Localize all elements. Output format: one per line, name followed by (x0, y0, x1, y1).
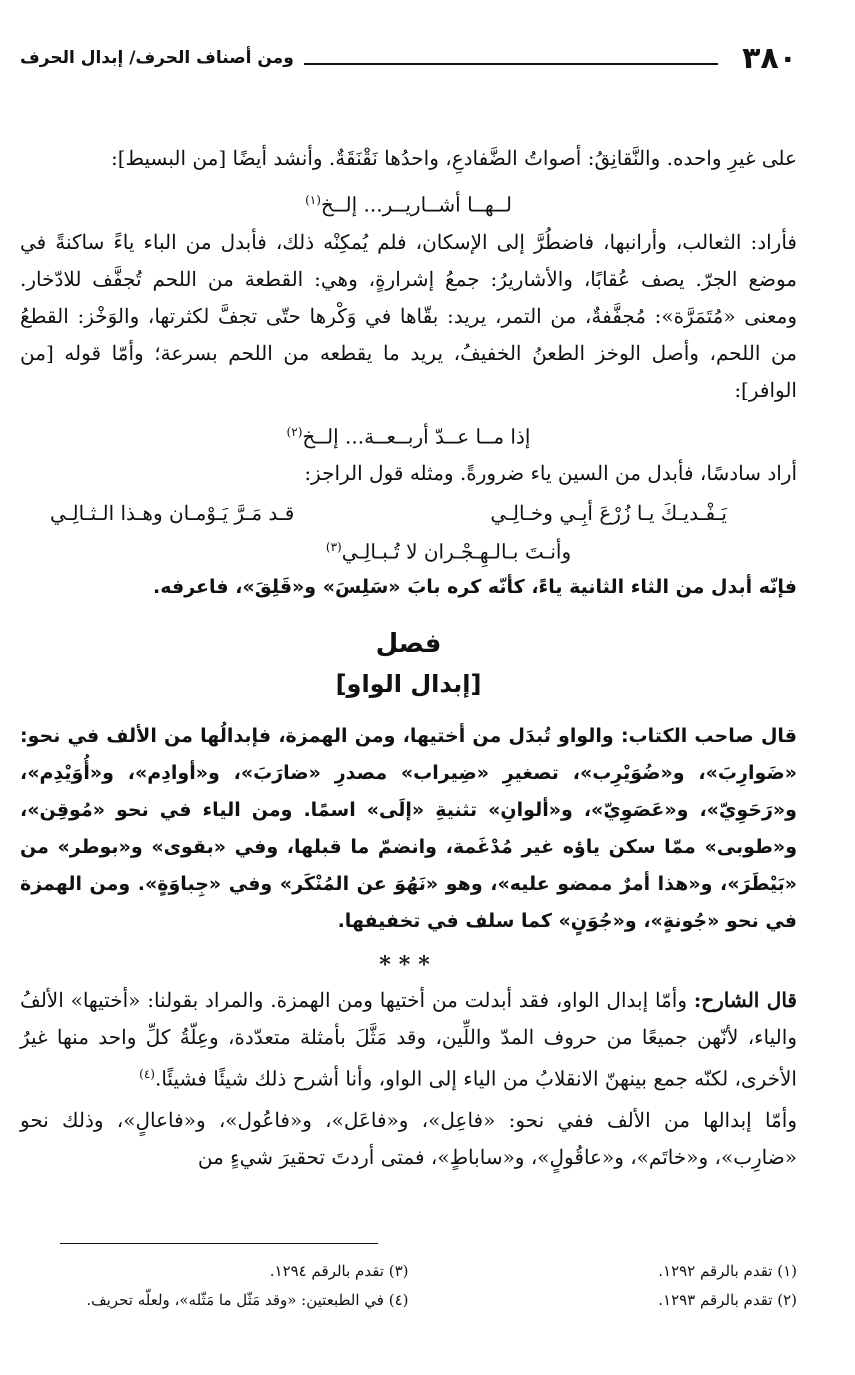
section-divider-stars: *** (379, 951, 438, 978)
verse-1 (20, 181, 797, 224)
footnote-rule (60, 1243, 378, 1244)
page-header (20, 38, 797, 78)
header-rule (304, 63, 718, 65)
footnote-4: (٤) في الطبعتين: «وقد مَثّل ما مَثّله»، ولعلّه تحريف. (86, 1291, 409, 1309)
footnote-3: (٣) تقدم بالرقم ١٢٩٤. (269, 1262, 409, 1280)
commentator-label: قال الشارح: (693, 987, 797, 1012)
verse-2 (20, 413, 797, 456)
footnote-ref-4: (٤) (139, 1066, 155, 1081)
poem-hemistich-b: قـد مَـرَّ يَـوْمـان وهـذا الـثـالِـي (50, 501, 295, 526)
paragraph-2: فأراد: الثعالب، وأرانبها، فاضطُرَّ إلى الإسكان، فلم يُمكِنْه ذلك، فأبدل من الباء ياءً ساكنةً في موضع الجرّ. يصف عُقابًا، والأشاريرُ: جمعُ إشرارةٍ، وهي: القطعة من اللحم تُجفَّف للادّخار. ومعنى «مُتَمَرَّة»: مُجفَّفةٌ، من التمر، يريد: بقّاها في وَكْرها حتّى تجفَّ لكثرتها، والوَخْز: القطعُ من اللحم، وأصل الوخز الطعنُ الخفيفُ، يريد ما يقطعه من اللحم بسرعة؛ وأمّا قوله [من الوافر]: (20, 229, 797, 402)
paragraph-4: فإنّه أبدل من الثاء الثانية ياءً، كأنّه كره بابَ «سَلِسَ» و«قَلِقَ»، فاعرفه. (153, 575, 797, 598)
poem-hemistich-c: وأنـتَ بـالـهِـجْـران لا تُـبـالِـي (341, 539, 572, 564)
main-text (20, 140, 797, 1176)
footnote-2: (٢) تقدم بالرقم ١٢٩٣. (658, 1291, 797, 1309)
verse-2-text: إذا مــا عــدّ أربــعــة... إلــخ (302, 424, 531, 449)
paragraph-6-text: وأمّا إبدال الواو، فقد أبدلت من أختيها ومن الهمزة. والمراد بقولنا: «أختيها» الألفُ والياء، لأنّهن جميعًا من حروف المدّ واللِّين، وقد مَثَّلَ بأمثلة متعدّدة، وعِلّةُ كلِّ واحد منها غيرُ الأخرى، لكنّه جمع بينهنّ الانقلابُ من الياء إلى الواو، وأنا أشرح ذلك شيئًا فشيئًا. (20, 987, 797, 1091)
section-subtitle: [إبدال الواو] (335, 669, 482, 698)
footnote-1: (١) تقدم بالرقم ١٢٩٢. (658, 1262, 797, 1280)
paragraph-1: على غيرِ واحده. والنَّقانِقُ: أصواتُ الضَّفادعِ، واحدُها نَقْنَقَةٌ. وأنشد أيضًا [من البسيط]: (110, 146, 797, 170)
poem-line-2 (20, 530, 797, 569)
section-title: فصل (375, 628, 442, 659)
paragraph-6 (20, 982, 797, 1098)
paragraph-5: قال صاحب الكتاب: والواو تُبدَل من أختيها، ومن الهمزة، فإبدالُها من الألف في نحو: «ضَوارِبَ»، و«ضُوَيْرِب»، تصغيرِ «ضِيراب» مصدرِ «ضارَبَ»، و«أوادِم»، و«أُوَيْدِم»، و«رَحَوِيّ»، و«عَصَوِيّ»، و«ألوانِ» تثنيةِ «إلَى» اسمًا. ومن الياء في نحو «مُوقِن»، و«طوبى» ممّا سكن ياؤه غير مُدْغَمة، وانضمّ ما قبلها، وفي «بقوى» و«بوطر» من «بَيْطَرَ»، و«هذا أمرٌ ممضو عليه»، وهو «نَهُوَ عن المُنْكَر» وفي «جِباوَةٍ». ومن الهمزة في نحو «جُونةٍ»، و«جُوَنٍ» كما سلف في تخفيفها. (20, 724, 797, 932)
verse-1-text: لــهــا أشــاريــر... إلــخ (320, 192, 512, 217)
poem-hemistich-a: يَـفْـديـكَ يـا زُرْعَ أبِـي وخـالِـي (490, 501, 727, 526)
poem-line-1 (20, 496, 797, 530)
footnote-ref-1: (١) (305, 193, 321, 207)
footnote-ref-2: (٢) (286, 424, 303, 439)
footnote-ref-3: (٣) (325, 540, 342, 555)
paragraph-3: أراد سادسًا، فأبدل من السين ياء ضرورةً. ومثله قول الراجز: (304, 461, 797, 486)
footnotes (20, 1257, 797, 1315)
page-number: ٣٨٠ (742, 40, 797, 76)
running-title: ومن أصناف الحرف/ إبدال الحرف (20, 48, 294, 68)
paragraph-7: وأمّا إبدالها من الألف ففي نحو: «فاعِل»، و«فاعَل»، و«فاعُول»، و«فاعالٍ»، وذلك نحو «ضارِب»، و«خاتَم»، و«عاقُولٍ»، و«ساباطٍ»، فمتى أردتَ تحقيرَ شيءٍ من (20, 1107, 797, 1169)
